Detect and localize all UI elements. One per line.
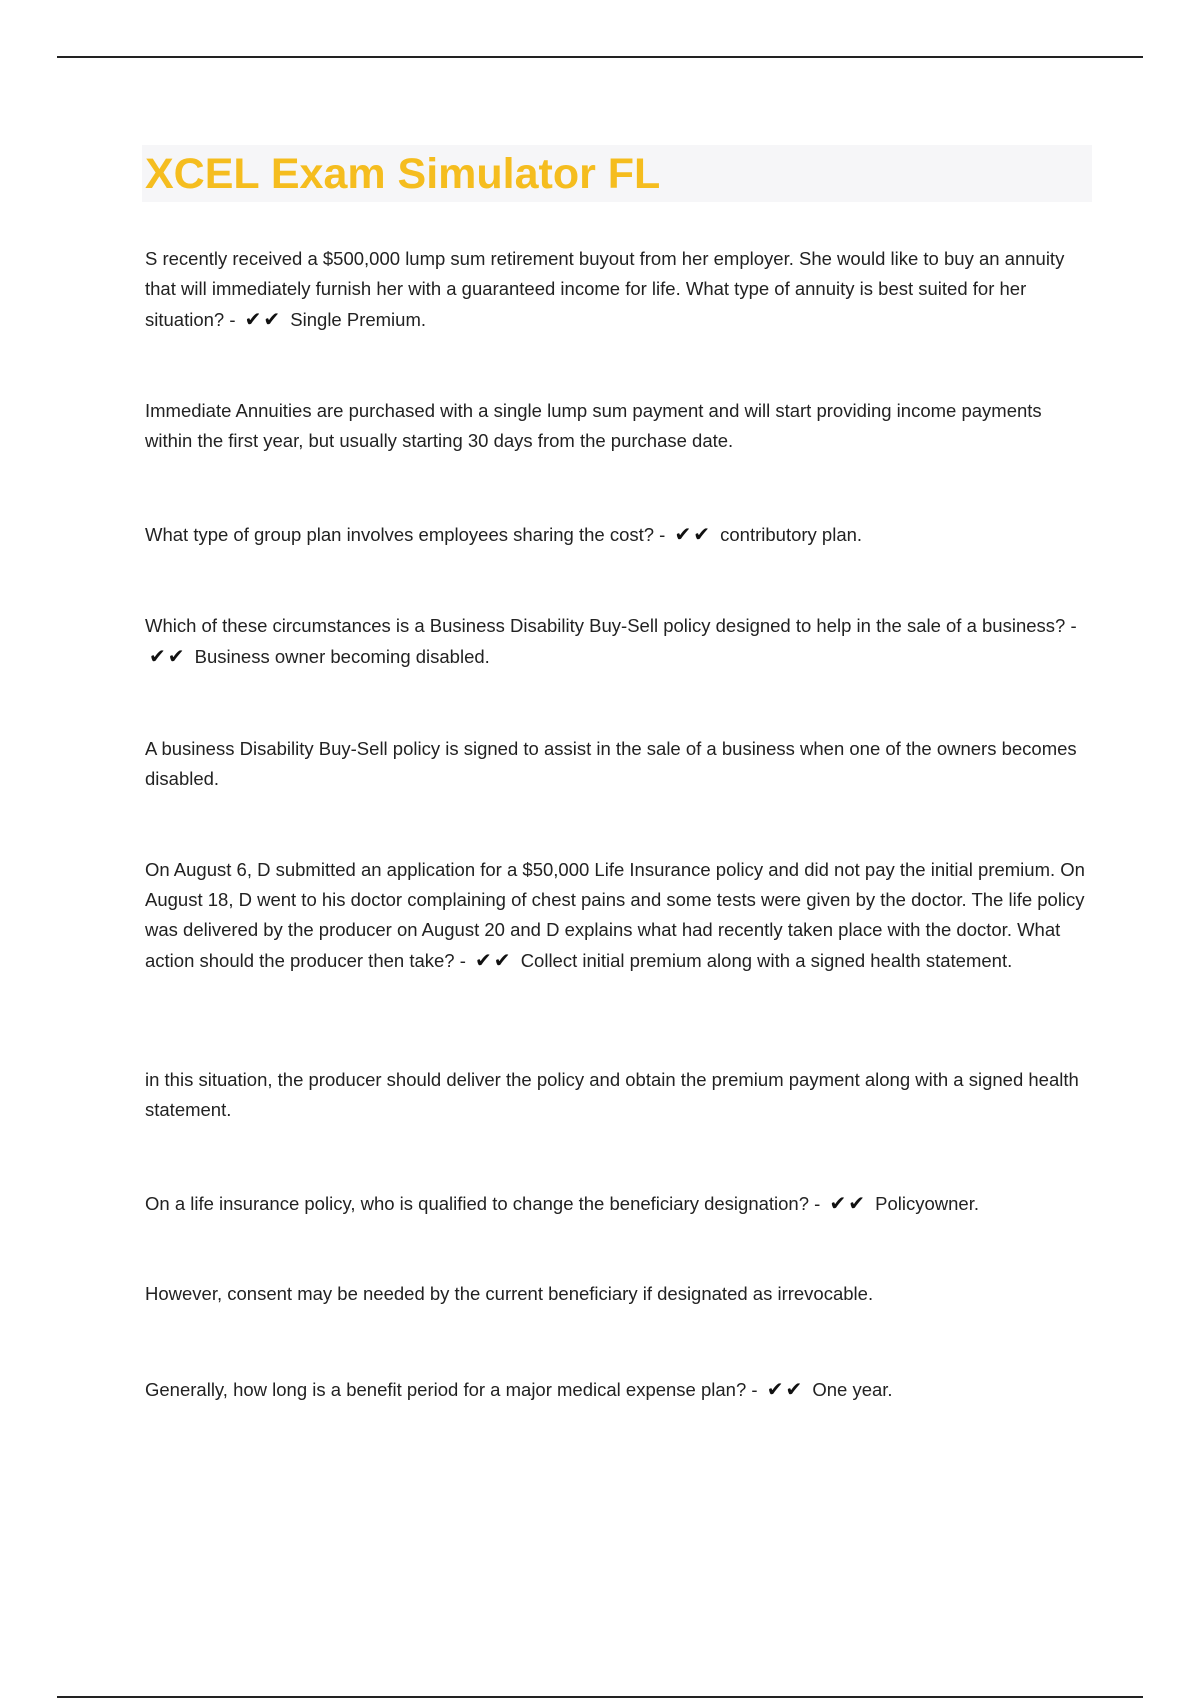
explanation-block: [145, 1065, 1090, 1125]
explanation-text: However, consent may be needed by the current beneficiary if designated as irrevocable.: [145, 1283, 874, 1304]
question-text: On August 6, D submitted an application for a $50,000 Life Insurance policy and did not pay the initial premium. On August 18, D went to his doctor complaining of chest pains and some tests were given by the doctor. The life policy was delivered by the producer on August 20 and D explains what had recently taken place with the doctor. What action should the producer then take? -: [145, 859, 1085, 971]
question-block: [145, 244, 1090, 335]
double-check-icon: ✔✔: [149, 644, 187, 668]
explanation-text: A business Disability Buy-Sell policy is signed to assist in the sale of a business when one of the owners becomes disabled.: [145, 738, 1077, 789]
double-check-icon: ✔✔: [766, 1377, 805, 1401]
double-check-icon: ✔✔: [829, 1191, 867, 1215]
explanation-text: Immediate Annuities are purchased with a single lump sum payment and will start providing income payments within the first year, but usually starting 30 days from the purchase date.: [145, 400, 1042, 451]
question-block: [145, 611, 1090, 672]
explanation-block: [145, 734, 1090, 794]
answer-text: Business owner becoming disabled.: [194, 646, 490, 667]
explanation-block: [145, 1279, 1090, 1309]
answer-text: One year.: [812, 1379, 893, 1400]
footer-rule: [57, 1696, 1143, 1698]
question-text: On a life insurance policy, who is qualified to change the beneficiary designation? -: [145, 1193, 821, 1214]
answer-text: contributory plan.: [720, 524, 863, 545]
answer-text: Single Premium.: [290, 309, 427, 330]
question-block: [145, 1188, 1090, 1219]
question-block: [145, 855, 1090, 976]
double-check-icon: ✔✔: [674, 522, 712, 546]
header-rule: [57, 56, 1143, 58]
double-check-icon: ✔✔: [475, 948, 513, 972]
double-check-icon: ✔✔: [244, 307, 283, 331]
question-text: Generally, how long is a benefit period for a major medical expense plan? -: [145, 1379, 758, 1400]
question-block: [145, 1374, 1090, 1405]
question-block: [145, 519, 1090, 550]
explanation-block: [145, 396, 1090, 456]
question-text: Which of these circumstances is a Business Disability Buy-Sell policy designed to help in the sale of a business? -: [145, 615, 1077, 636]
explanation-text: in this situation, the producer should deliver the policy and obtain the premium payment along with a signed health statement.: [145, 1069, 1079, 1120]
answer-text: Policyowner.: [875, 1193, 979, 1214]
document-title: XCEL Exam Simulator FL: [145, 150, 661, 198]
question-text: S recently received a $500,000 lump sum retirement buyout from her employer. She would like to buy an annuity that will immediately furnish her with a guaranteed income for life. What type of annuity is best suited for her situation? -: [145, 248, 1065, 330]
question-text: What type of group plan involves employees sharing the cost? -: [145, 524, 666, 545]
answer-text: Collect initial premium along with a signed health statement.: [520, 950, 1013, 971]
